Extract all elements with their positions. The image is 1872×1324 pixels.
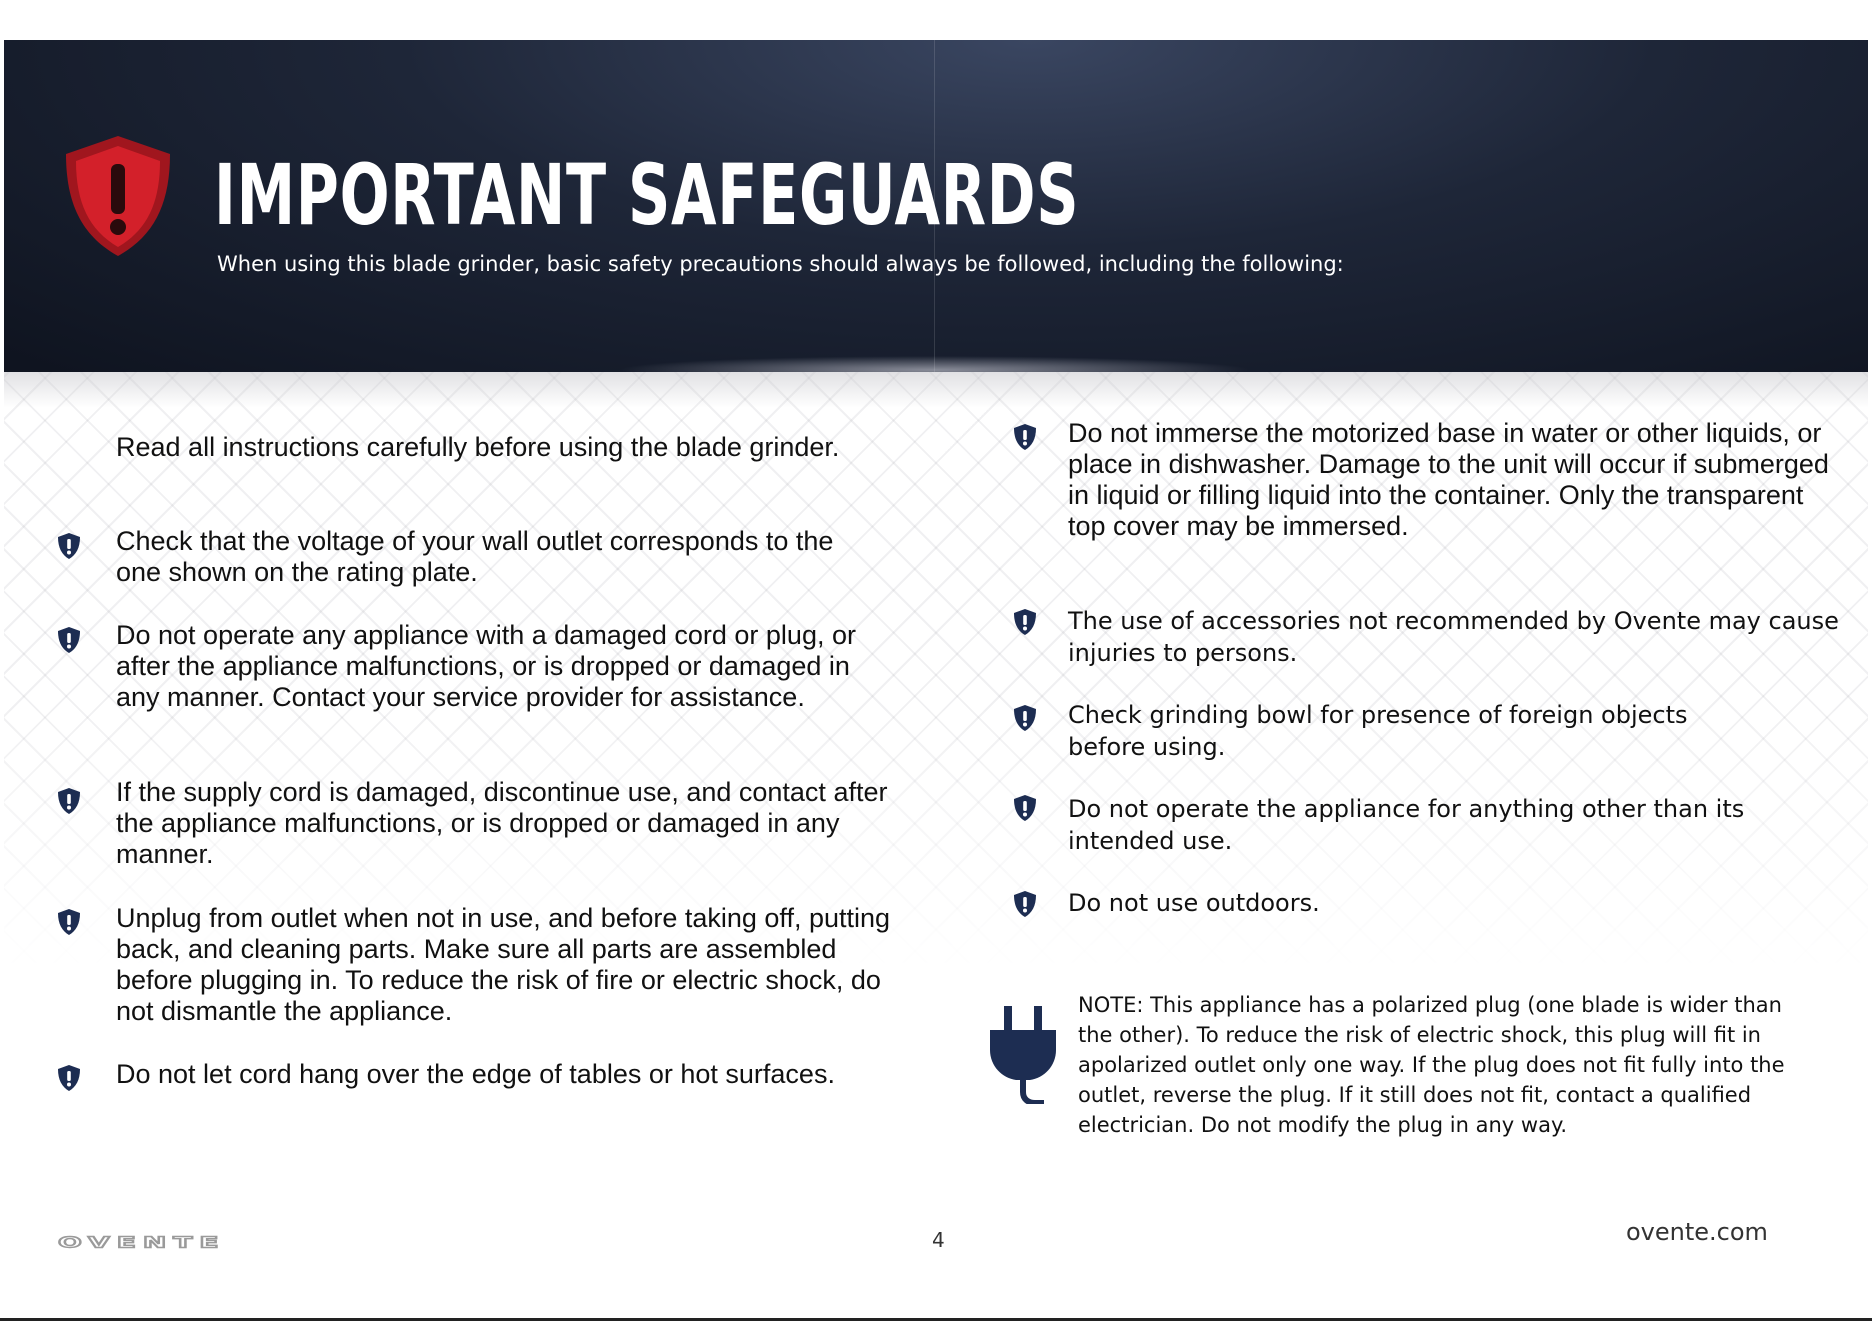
safeguard-item: Unplug from outlet when not in use, and before taking off, putting back, and cleaning parts. Make sure all parts are assembled before plugging in. To reduce the risk of fire or electric shock, do not dismantle the appliance. [116, 903, 891, 1026]
website-url: ovente.com [1626, 1218, 1768, 1246]
safeguard-item: Check grinding bowl for presence of foreign objects before using. [1068, 701, 1688, 761]
safeguard-item: Do not immerse the motorized base in water or other liquids, or place in dishwasher. Damage to the unit will occur if submerged in liquid or filling liquid into the container. Only the transparent top cover may be immersed. [1068, 418, 1829, 541]
safeguard-item: Read all instructions carefully before using the blade grinder. [116, 432, 840, 462]
safeguard-item: Do not operate any appliance with a damaged cord or plug, or after the appliance malfunctions, or is dropped or damaged in any manner. Contact your service provider for assistance. [116, 620, 856, 712]
page-number: 4 [932, 1228, 945, 1252]
polarized-plug-note: NOTE: This appliance has a polarized plug (one blade is wider than the other). To reduce the risk of electric shock, this plug will fit in apolarized outlet only one way. If the plug does not fit fully into the outlet, reverse the plug. If it still does not fit, contact a qualified electrician. Do not modify the plug in any way. [1078, 993, 1785, 1137]
shield-bullet-icon [57, 908, 81, 936]
shield-bullet-icon [1013, 608, 1037, 636]
safeguard-item: Do not let cord hang over the edge of tables or hot surfaces. [116, 1059, 835, 1089]
shield-bullet-icon [1013, 704, 1037, 732]
plug-icon [988, 1004, 1058, 1104]
page-subtitle: When using this blade grinder, basic safety precautions should always be followed, including the following: [217, 252, 1344, 276]
shield-bullet-icon [57, 532, 81, 560]
ovente-logo: OVENTE [58, 1233, 226, 1252]
shield-bullet-icon [57, 787, 81, 815]
safeguard-item: Do not operate the appliance for anything other than its intended use. [1068, 795, 1745, 855]
shield-bullet-icon [1013, 890, 1037, 918]
shield-exclamation-icon [62, 134, 174, 258]
shield-bullet-icon [57, 626, 81, 654]
safeguard-item: The use of accessories not recommended by Ovente may cause injuries to persons. [1068, 607, 1839, 667]
safeguard-item: Check that the voltage of your wall outlet corresponds to the one shown on the rating plate. [116, 526, 834, 587]
shield-bullet-icon [1013, 423, 1037, 451]
shield-bullet-icon [1013, 794, 1037, 822]
shield-bullet-icon [57, 1064, 81, 1092]
bottom-rule [0, 1318, 1872, 1321]
safeguard-item: If the supply cord is damaged, discontinue use, and contact after the appliance malfunctions, or is dropped or damaged in any manner. [116, 777, 888, 869]
banner-glow [484, 350, 1384, 372]
safeguard-item: Do not use outdoors. [1068, 889, 1320, 917]
page-title: IMPORTANT SAFEGUARDS [214, 146, 1080, 244]
